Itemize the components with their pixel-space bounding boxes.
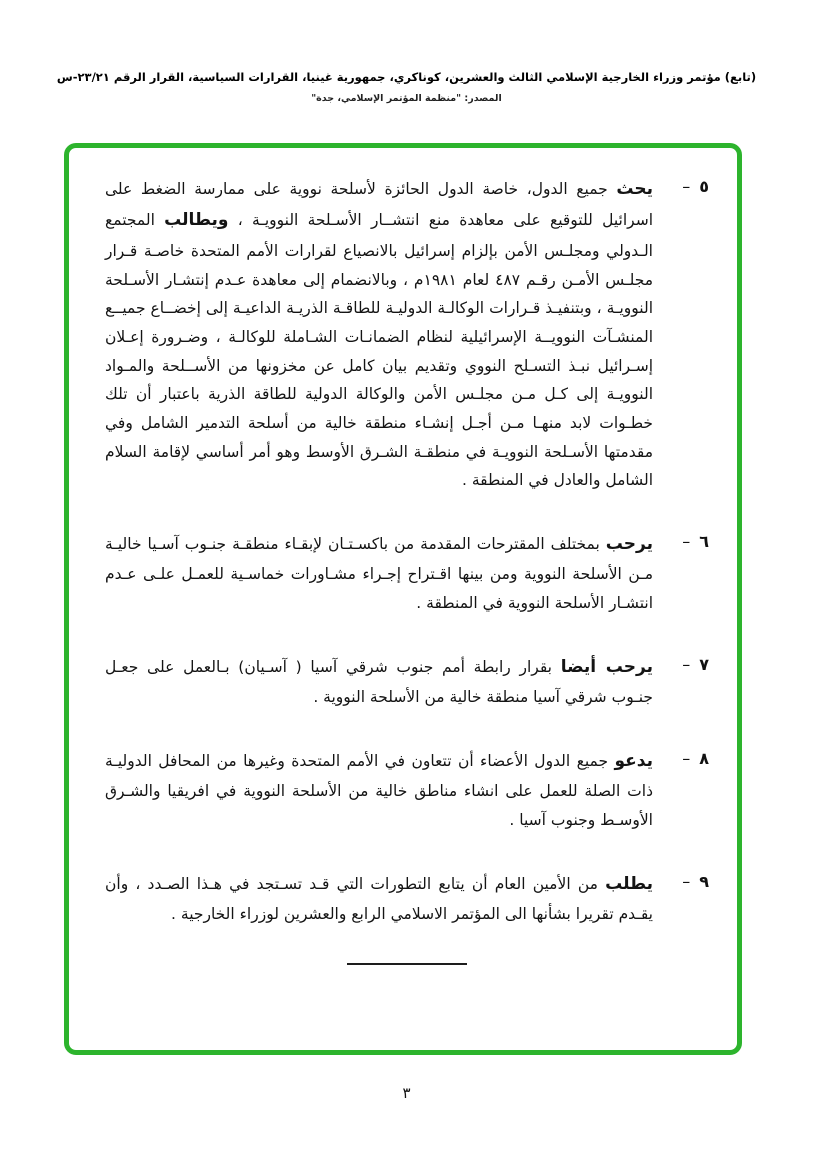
header-title: (تابع) مؤتمر وزراء الخارجية الإسلامي الثالث والعشرين، كوناكري، جمهورية غينيا، القرارات السياسية، القرار الرقم ٢٣/٢١-س [56,70,757,84]
paragraph-dash: – [682,531,691,551]
paragraph-lead-word: يحث [616,179,653,199]
paragraph-marker [665,529,709,618]
paragraph-marker [665,869,709,929]
paragraph-number: ٧ [699,654,709,674]
paragraph-dash: – [682,871,691,891]
paragraph-body-text: من الأمين العام أن يتابع التطورات التي قـد تسـتجد في هـذا الصـدد ، وأن يقـدم تقريرا بشأنها الى المؤتمر الاسلامي الرابع والعشرين لوزراء الخارجية . [105,874,653,924]
paragraph-text [105,869,653,929]
paragraph-marker [665,652,709,712]
header-source: المصدر: "منظمة المؤتمر الإسلامي، جدة" [311,93,502,104]
paragraph-number: ٥ [699,177,709,196]
resolution-paragraph [105,652,709,712]
paragraph-lead-word: يرحب أيضا [560,656,653,677]
paragraph-dash: – [682,748,691,768]
paragraph-lead-word: ويطالب [164,210,229,231]
paragraph-number: ٩ [699,871,709,891]
resolution-paragraph [105,174,709,495]
paragraph-body-text: جميع الدول الأعضاء أن تتعاون في الأمم المتحدة وغيرها من المحافل الدوليـة ذات الصلة للعمل على انشاء مناطق خالية من الأسلحة النووية في افريقيا والشـرق الأوسـط وجنوب آسيا . [105,751,653,829]
page-footer [0,1084,813,1102]
paragraph-body-text: بقرار رابطة أمم جنوب شرقي آسيا ( آسـيان) بـالعمل على جعـل جنـوب شرقي آسيا منطقة خالية من الأسلحة النووية . [105,657,653,707]
paragraph-body-text: بمختلف المقترحات المقدمة من باكسـتـان لإبقـاء منطقـة جنـوب آسـيا خاليـة مـن الأسلحة النووية ومن بينها اقـتراح إجـراء مشـاورات خماسـية للعمـل علـى عـدم انتشـار الأسلحة النووية في المنطقة . [105,534,653,613]
paragraph-text [105,746,653,835]
page-number: ٣ [402,1084,411,1102]
end-divider [347,963,467,965]
resolution-box [64,143,742,1055]
paragraph-number: ٦ [699,531,709,551]
paragraph-text [105,652,653,712]
paragraph-text [105,529,653,618]
paragraph-dash: – [682,654,691,674]
resolution-paragraph [105,746,709,835]
paragraph-marker [665,174,709,495]
paragraph-lead-word: يرحب [605,533,653,554]
paragraph-text [105,174,653,495]
resolution-paragraphs [105,174,709,929]
resolution-paragraph [105,869,709,929]
paragraph-lead-word: يدعو [614,750,653,771]
resolution-paragraph [105,529,709,618]
paragraph-dash: – [682,177,691,196]
paragraph-lead-word: يطلب [605,873,653,894]
paragraph-body-text: جميع الدول، خاصة الدول الحائزة لأسلحة نووية على ممارسة الضغط على اسرائيل للتوقيع على معاهدة منع انتشــار الأسـلحة النوويـة ، [105,180,653,230]
paragraph-body-text: المجتمع الـدولي ومجلـس الأمن بإلزام إسرائيل بالانصياع لقرارات الأمم المتحدة خاصـة قـرار مجلـس الأمـن رقـم ٤٨٧ لعام ١٩٨١م ، وبالانضمام إلى معاهدة عـدم إنتشـار الأسـلحة النوويـة ، وبتنفيـذ قـرارات الوكالـة الدوليـة للطاقـة الذريـة الداعيـة إلى إخضــاع جميــع المنشـآت النوويــة الإسرائيلية لنظام الضمانـات الشـاملة للوكالـة ، وضـرورة إعـلان إسـرائيل نبـذ التسـلح النووي وتقديم بيان كامل عن مخزونها من الأســلحة والمـواد النوويـة إلى كـل مـن مجلـس الأمن والوكالة الدولية للطاقة الذرية باعتبار أن تلك خطـوات لابد منهـا مـن أجـل إنشـاء منطقة خالية من أسلحة التدمير الشامل وفي مقدمتها الأسـلحة النوويـة في منطقـة الشـرق الأوسط وهو أمر أساسي لإقامة السلام الشامل والعادل في المنطقة . [105,211,654,490]
paragraph-marker [665,746,709,835]
paragraph-number: ٨ [699,748,709,768]
document-header [55,70,758,104]
